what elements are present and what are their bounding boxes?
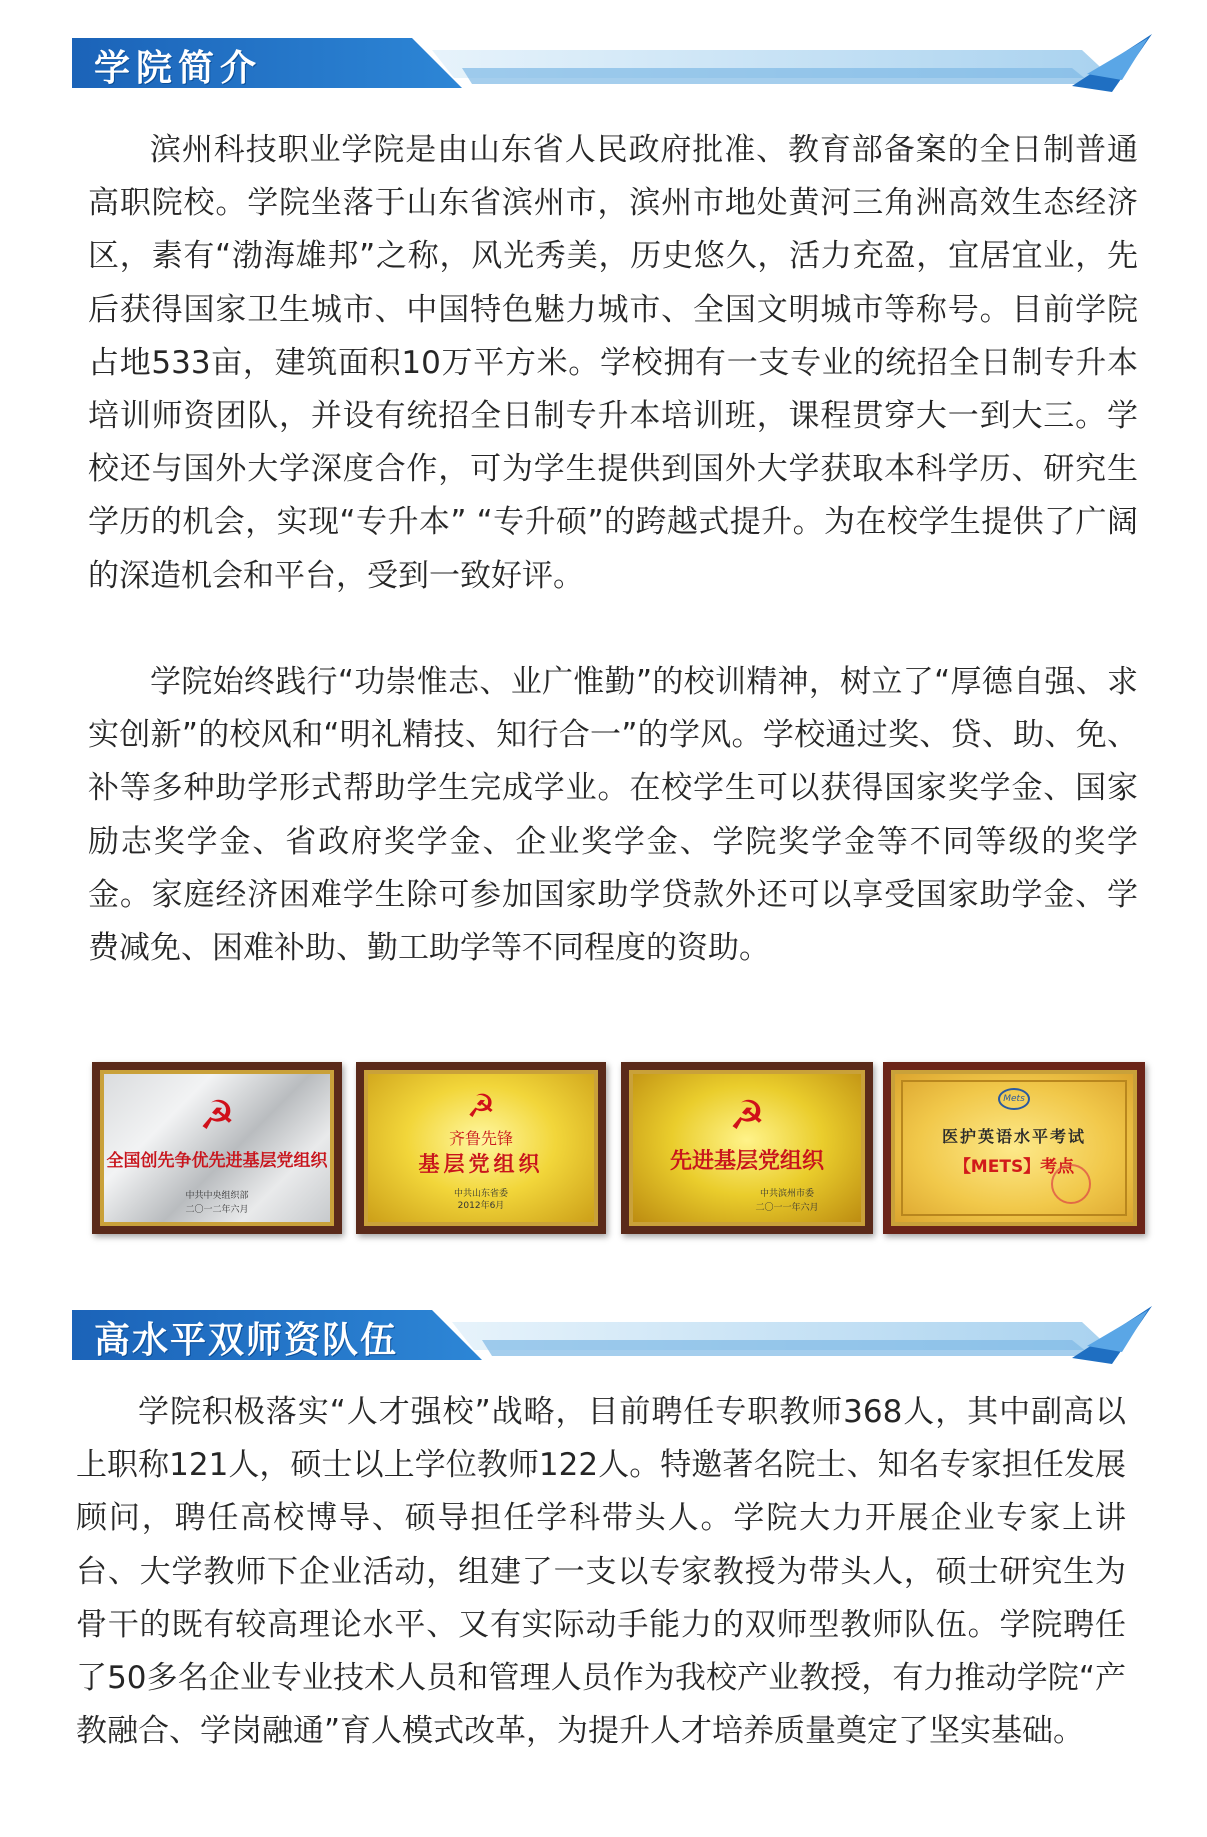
party-emblem-icon: ☭ — [199, 1093, 235, 1139]
party-emblem-icon: ☭ — [466, 1087, 496, 1125]
plaque-text: 全国创先争优先进基层党组织 — [106, 1151, 328, 1171]
plaque-date: 2012年6月 — [457, 1201, 505, 1211]
faculty-paragraph: 学院积极落实“人才强校”战略，目前聘任专职教师368人，其中副高以上职称121人，硕士以上学位教师122人。特邀著名院士、知名专家担任发展顾问，聘任高校博导、硕导担任学科带头人。学院大力开展企业专家上讲台、大学教师下企业活动，组建了一支以专家教授为带头人，硕士研究生为骨干的既有较高理论水平、又有实际动手能力的双师型教师队伍。学院聘任了50多名企业专业技术人员和管理人员作为我校产业教授，有力推动学院“产教融合、学岗融通”育人模式改革，为提升人才培养质量奠定了坚实基础。 — [76, 1394, 1126, 1750]
plaque-line2: 基层党组织 — [418, 1151, 544, 1176]
award-plaques — [0, 1062, 1207, 1242]
plaque-issuer: 中共山东省委 — [453, 1189, 508, 1199]
section-header-intro — [72, 34, 1152, 92]
plaque-line1: 齐鲁先锋 — [448, 1129, 513, 1148]
plaque-date: 二〇一一年六月 — [755, 1203, 819, 1213]
plaque-national-party-org — [92, 1062, 342, 1234]
section-title-intro: 学院简介 — [94, 48, 263, 89]
red-seal-icon — [1051, 1164, 1091, 1204]
plaque-issuer: 中共中央组织部 — [185, 1191, 249, 1201]
mets-logo-icon: Mets — [998, 1088, 1030, 1110]
plaque-issuer: 中共滨州市委 — [759, 1189, 814, 1199]
section-title-faculty: 高水平双师资队伍 — [94, 1320, 399, 1361]
plaque-line1: 医护英语水平考试 — [941, 1127, 1086, 1146]
party-emblem-icon: ☭ — [729, 1093, 765, 1139]
plaque-text: 先进基层党组织 — [669, 1148, 824, 1174]
plaque-advanced-party-org — [621, 1062, 873, 1234]
plaque-mets-center — [883, 1062, 1145, 1234]
plaque-date: 二〇一二年六月 — [185, 1205, 249, 1215]
plaque-line2: 【METS】考点 — [953, 1157, 1075, 1177]
intro-paragraph-1: 滨州科技职业学院是由山东省人民政府批准、教育部备案的全日制普通高职院校。学院坐落于山东省滨州市，滨州市地处黄河三角洲高效生态经济区，素有“渤海雄邦”之称，风光秀美，历史悠久，活力充盈，宜居宜业，先后获得国家卫生城市、中国特色魅力城市、全国文明城市等称号。目前学院占地533亩，建筑面积10万平方米。学校拥有一支专业的统招全日制专升本培训师资团队，并设有统招全日制专升本培训班，课程贯穿大一到大三。学校还与国外大学深度合作，可为学生提供到国外大学获取本科学历、研究生学历的机会，实现“专升本” “专升硕”的跨越式提升。为在校学生提供了广阔的深造机会和平台，受到一致好评。 — [88, 132, 1138, 594]
intro-paragraph-2: 学院始终践行“功崇惟志、业广惟勤”的校训精神，树立了“厚德自强、求实创新”的校风和“明礼精技、知行合一”的学风。学校通过奖、贷、助、免、补等多种助学形式帮助学生完成学业。在校学生可以获得国家奖学金、国家励志奖学金、省政府奖学金、企业奖学金、学院奖学金等不同等级的奖学金。家庭经济困难学生除可参加国家助学贷款外还可以享受国家助学金、学费减免、困难补助、勤工助学等不同程度的资助。 — [88, 664, 1138, 967]
plaque-qilu-pioneer — [356, 1062, 606, 1234]
section-header-faculty — [72, 1306, 1152, 1364]
